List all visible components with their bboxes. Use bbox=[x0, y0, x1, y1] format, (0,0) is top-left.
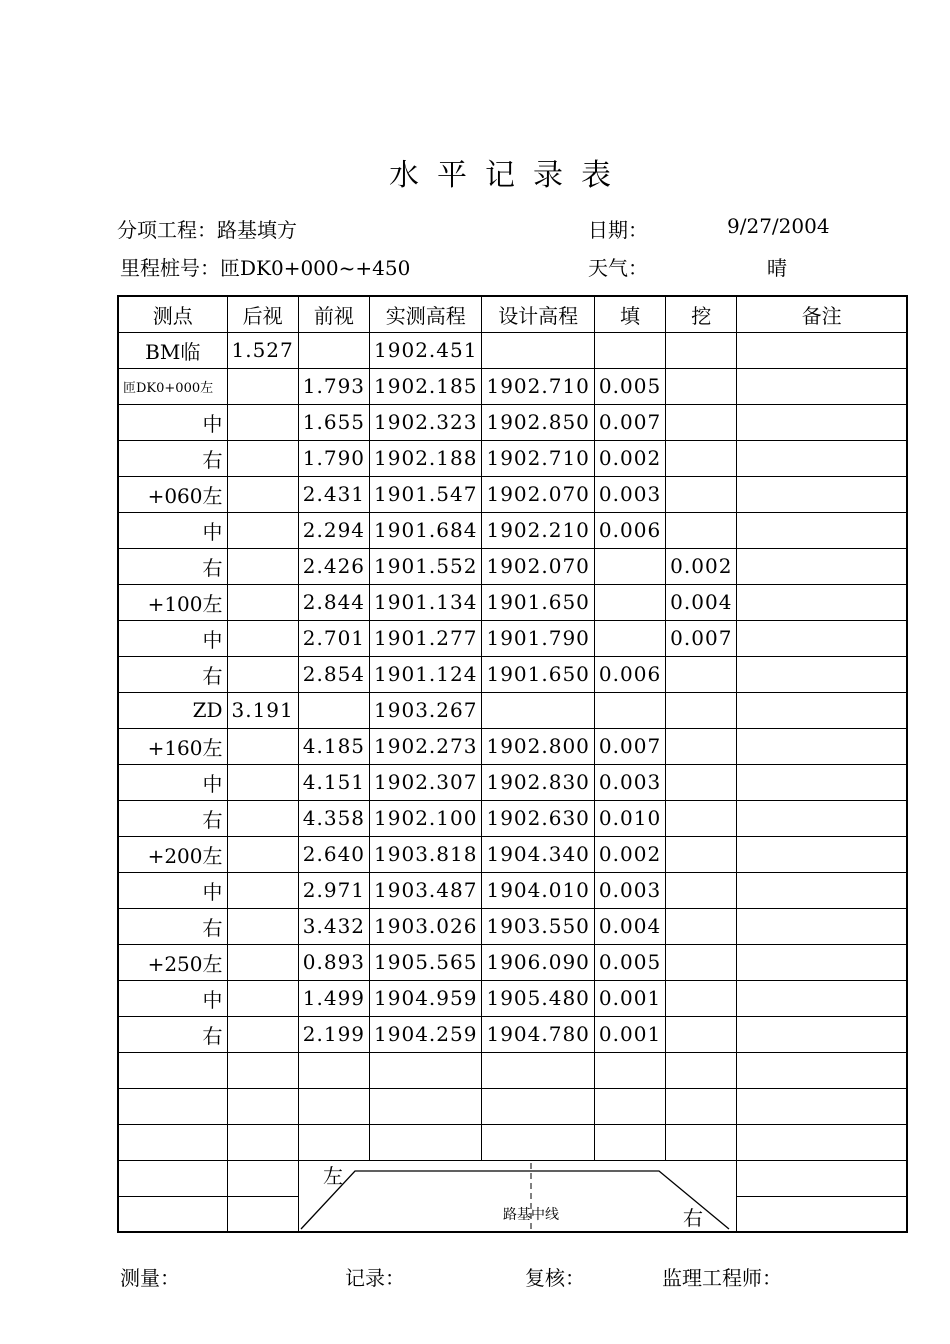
table-row bbox=[118, 836, 907, 872]
table-cell: 1903.818 bbox=[370, 836, 482, 872]
table-cell: BM临 bbox=[118, 332, 227, 368]
table-cell bbox=[227, 476, 298, 512]
table-cell bbox=[666, 692, 737, 728]
table-cell: 0.001 bbox=[594, 980, 665, 1016]
table-cell bbox=[737, 872, 907, 908]
table-cell bbox=[737, 908, 907, 944]
table-cell bbox=[482, 1052, 594, 1088]
table-row bbox=[118, 512, 907, 548]
table-cell: 中 bbox=[118, 872, 227, 908]
table-cell bbox=[666, 1052, 737, 1088]
left-label: 左 bbox=[322, 1163, 343, 1188]
table-cell bbox=[227, 728, 298, 764]
table-cell: 1902.710 bbox=[482, 368, 594, 404]
table-cell: 0.006 bbox=[594, 656, 665, 692]
table-cell bbox=[482, 1124, 594, 1160]
table-cell: ZD bbox=[118, 692, 227, 728]
table-cell: 1901.277 bbox=[370, 620, 482, 656]
table-cell bbox=[666, 764, 737, 800]
table-cell bbox=[666, 476, 737, 512]
subgrade-diagram bbox=[298, 1160, 737, 1232]
table-cell bbox=[482, 1088, 594, 1124]
table-cell bbox=[298, 692, 369, 728]
page-title: 水平记录表 bbox=[389, 158, 629, 193]
table-cell bbox=[737, 1124, 907, 1160]
table-cell: 中 bbox=[118, 620, 227, 656]
weather-label: 天气： bbox=[588, 256, 648, 280]
right-label: 右 bbox=[682, 1205, 703, 1230]
table-cell: 0.007 bbox=[666, 620, 737, 656]
table-cell bbox=[666, 512, 737, 548]
date-label: 日期： bbox=[588, 218, 648, 242]
table-cell bbox=[666, 332, 737, 368]
table-row bbox=[118, 548, 907, 584]
column-header: 测点 bbox=[118, 296, 227, 332]
table-cell bbox=[227, 944, 298, 980]
table-cell bbox=[370, 1124, 482, 1160]
table-cell: 1902.210 bbox=[482, 512, 594, 548]
table-cell: 2.854 bbox=[298, 656, 369, 692]
table-cell: 1.527 bbox=[227, 332, 298, 368]
table-cell bbox=[227, 836, 298, 872]
table-cell bbox=[594, 1124, 665, 1160]
table-cell: 1901.124 bbox=[370, 656, 482, 692]
table-cell: 1901.650 bbox=[482, 584, 594, 620]
table-cell: 0.006 bbox=[594, 512, 665, 548]
table-row bbox=[118, 692, 907, 728]
table-cell: 2.294 bbox=[298, 512, 369, 548]
table-cell bbox=[227, 872, 298, 908]
station-value: 匝DK0+000~+450 bbox=[220, 256, 411, 280]
table-cell: 1.655 bbox=[298, 404, 369, 440]
table-cell: 0.004 bbox=[666, 584, 737, 620]
table-cell bbox=[666, 800, 737, 836]
table-cell bbox=[594, 332, 665, 368]
table-cell bbox=[227, 1088, 298, 1124]
table-cell: 0.003 bbox=[594, 764, 665, 800]
table-cell bbox=[227, 404, 298, 440]
column-header: 挖 bbox=[666, 296, 737, 332]
table-cell bbox=[737, 332, 907, 368]
table-row bbox=[118, 404, 907, 440]
table-cell: 0.010 bbox=[594, 800, 665, 836]
column-header: 实测高程 bbox=[370, 296, 482, 332]
column-header: 备注 bbox=[737, 296, 907, 332]
table-cell bbox=[737, 1160, 907, 1196]
table-cell bbox=[737, 980, 907, 1016]
table-cell bbox=[227, 1124, 298, 1160]
table-cell bbox=[666, 872, 737, 908]
table-cell bbox=[737, 764, 907, 800]
table-cell bbox=[370, 1088, 482, 1124]
table-cell: 1905.565 bbox=[370, 944, 482, 980]
table-cell: 中 bbox=[118, 512, 227, 548]
table-cell: 1901.547 bbox=[370, 476, 482, 512]
table-cell: 1.499 bbox=[298, 980, 369, 1016]
table-row bbox=[118, 1124, 907, 1160]
table-cell bbox=[666, 440, 737, 476]
table-cell: 2.431 bbox=[298, 476, 369, 512]
table-cell bbox=[227, 620, 298, 656]
table-row bbox=[118, 332, 907, 368]
table-cell bbox=[370, 1052, 482, 1088]
table-cell bbox=[737, 1196, 907, 1232]
table-row bbox=[118, 800, 907, 836]
table-cell: +060左 bbox=[118, 476, 227, 512]
table-cell bbox=[227, 1016, 298, 1052]
table-cell: 2.971 bbox=[298, 872, 369, 908]
table-cell bbox=[594, 692, 665, 728]
supervisor-label: 监理工程师： bbox=[662, 1266, 782, 1290]
column-header: 前视 bbox=[298, 296, 369, 332]
table-cell bbox=[227, 368, 298, 404]
table-cell: 1902.323 bbox=[370, 404, 482, 440]
table-row bbox=[118, 908, 907, 944]
table-cell bbox=[227, 512, 298, 548]
table-cell: 0.002 bbox=[594, 440, 665, 476]
table-cell: 1902.100 bbox=[370, 800, 482, 836]
table-cell bbox=[737, 1052, 907, 1088]
table-cell: 3.432 bbox=[298, 908, 369, 944]
table-cell: 中 bbox=[118, 404, 227, 440]
table-row bbox=[118, 584, 907, 620]
table-cell bbox=[594, 1052, 665, 1088]
table-row bbox=[118, 620, 907, 656]
table-cell: 1903.487 bbox=[370, 872, 482, 908]
table-cell bbox=[227, 980, 298, 1016]
table-cell bbox=[298, 1088, 369, 1124]
column-header: 后视 bbox=[227, 296, 298, 332]
table-cell bbox=[118, 1124, 227, 1160]
table-cell: 3.191 bbox=[227, 692, 298, 728]
table-row bbox=[118, 1052, 907, 1088]
table-cell: 2.640 bbox=[298, 836, 369, 872]
diagram-row bbox=[118, 1160, 907, 1196]
table-cell bbox=[118, 1088, 227, 1124]
table-cell: 2.199 bbox=[298, 1016, 369, 1052]
centerline-label: 路基中线 bbox=[502, 1206, 559, 1223]
table-cell bbox=[737, 512, 907, 548]
table-cell: 1906.090 bbox=[482, 944, 594, 980]
table-cell bbox=[737, 548, 907, 584]
table-cell bbox=[227, 656, 298, 692]
table-cell: 4.151 bbox=[298, 764, 369, 800]
table-cell bbox=[666, 980, 737, 1016]
table-cell bbox=[666, 1088, 737, 1124]
table-cell: 1902.273 bbox=[370, 728, 482, 764]
table-cell bbox=[227, 764, 298, 800]
table-cell: 0.007 bbox=[594, 728, 665, 764]
table-row bbox=[118, 440, 907, 476]
table-cell bbox=[227, 548, 298, 584]
table-cell: 1902.850 bbox=[482, 404, 594, 440]
table-cell: 0.004 bbox=[594, 908, 665, 944]
table-cell: 1901.134 bbox=[370, 584, 482, 620]
table-row bbox=[118, 944, 907, 980]
table-cell bbox=[298, 1052, 369, 1088]
table-cell bbox=[118, 1052, 227, 1088]
table-cell: 1904.959 bbox=[370, 980, 482, 1016]
table-cell bbox=[666, 404, 737, 440]
table-cell: 1902.451 bbox=[370, 332, 482, 368]
table-cell bbox=[227, 1196, 298, 1232]
station-label: 里程桩号： bbox=[120, 256, 220, 280]
table-cell: 1902.630 bbox=[482, 800, 594, 836]
table-cell: 0.893 bbox=[298, 944, 369, 980]
table-row bbox=[118, 1016, 907, 1052]
table-cell: 中 bbox=[118, 764, 227, 800]
table-cell bbox=[737, 584, 907, 620]
table-cell: 右 bbox=[118, 656, 227, 692]
table-cell: 1901.790 bbox=[482, 620, 594, 656]
table-cell: 1902.830 bbox=[482, 764, 594, 800]
table-cell bbox=[737, 656, 907, 692]
table-cell: 1.793 bbox=[298, 368, 369, 404]
table-cell: 右 bbox=[118, 548, 227, 584]
table-cell: 1904.010 bbox=[482, 872, 594, 908]
table-cell bbox=[594, 1088, 665, 1124]
subgrade-profile bbox=[299, 1161, 731, 1233]
table-cell: 0.001 bbox=[594, 1016, 665, 1052]
table-cell bbox=[737, 440, 907, 476]
table-cell bbox=[594, 584, 665, 620]
table-row bbox=[118, 764, 907, 800]
table-cell: 0.002 bbox=[666, 548, 737, 584]
table-cell: 1.790 bbox=[298, 440, 369, 476]
table-cell bbox=[737, 1088, 907, 1124]
table-row bbox=[118, 872, 907, 908]
table-cell: 1902.800 bbox=[482, 728, 594, 764]
table-row bbox=[118, 656, 907, 692]
table-cell bbox=[594, 620, 665, 656]
weather-value: 晴 bbox=[767, 256, 787, 280]
column-header: 设计高程 bbox=[482, 296, 594, 332]
table-cell: +200左 bbox=[118, 836, 227, 872]
table-cell: 0.003 bbox=[594, 476, 665, 512]
table-cell: 1902.185 bbox=[370, 368, 482, 404]
table-cell bbox=[737, 692, 907, 728]
table-cell: 1905.480 bbox=[482, 980, 594, 1016]
date-value: 9/27/2004 bbox=[727, 214, 830, 238]
table-cell bbox=[118, 1196, 227, 1232]
table-cell bbox=[227, 800, 298, 836]
table-cell: 1903.550 bbox=[482, 908, 594, 944]
project-value: 路基填方 bbox=[217, 218, 297, 242]
table-cell: 匝DK0+000左 bbox=[118, 368, 227, 404]
table-cell: 1901.552 bbox=[370, 548, 482, 584]
table-cell bbox=[737, 1016, 907, 1052]
table-cell bbox=[666, 944, 737, 980]
table-row bbox=[118, 728, 907, 764]
table-cell: 1902.070 bbox=[482, 548, 594, 584]
table-cell: 右 bbox=[118, 800, 227, 836]
table-cell bbox=[227, 908, 298, 944]
column-header: 填 bbox=[594, 296, 665, 332]
table-cell: 1902.070 bbox=[482, 476, 594, 512]
table-cell: 0.007 bbox=[594, 404, 665, 440]
table-cell bbox=[737, 944, 907, 980]
table-cell bbox=[666, 836, 737, 872]
table-cell bbox=[298, 1124, 369, 1160]
table-cell: 2.844 bbox=[298, 584, 369, 620]
table-cell bbox=[737, 404, 907, 440]
table-cell: 1904.259 bbox=[370, 1016, 482, 1052]
table-cell: 1903.267 bbox=[370, 692, 482, 728]
table-cell bbox=[482, 332, 594, 368]
table-cell bbox=[737, 836, 907, 872]
table-cell: +250左 bbox=[118, 944, 227, 980]
table-cell: +160左 bbox=[118, 728, 227, 764]
table-cell bbox=[666, 908, 737, 944]
table-cell bbox=[482, 692, 594, 728]
table-cell bbox=[737, 728, 907, 764]
table-cell: 0.005 bbox=[594, 368, 665, 404]
review-label: 复核： bbox=[525, 1266, 585, 1290]
table-cell bbox=[227, 440, 298, 476]
table-cell: 4.185 bbox=[298, 728, 369, 764]
table-cell bbox=[737, 476, 907, 512]
table-cell: 0.003 bbox=[594, 872, 665, 908]
table-cell: 右 bbox=[118, 1016, 227, 1052]
table-row bbox=[118, 980, 907, 1016]
table-row bbox=[118, 368, 907, 404]
table-cell bbox=[227, 1052, 298, 1088]
table-cell bbox=[666, 728, 737, 764]
table-cell bbox=[227, 1160, 298, 1196]
table-cell: 2.426 bbox=[298, 548, 369, 584]
project-label: 分项工程： bbox=[117, 218, 217, 242]
level-record-table bbox=[117, 295, 908, 1233]
table-cell bbox=[666, 368, 737, 404]
table-cell bbox=[737, 368, 907, 404]
table-cell: 2.701 bbox=[298, 620, 369, 656]
table-cell: 1903.026 bbox=[370, 908, 482, 944]
table-cell: 1902.188 bbox=[370, 440, 482, 476]
table-cell: 0.005 bbox=[594, 944, 665, 980]
table-cell: 1904.340 bbox=[482, 836, 594, 872]
table-cell bbox=[666, 1016, 737, 1052]
table-cell bbox=[298, 332, 369, 368]
table-cell: 1902.710 bbox=[482, 440, 594, 476]
table-cell bbox=[118, 1160, 227, 1196]
table-row bbox=[118, 1088, 907, 1124]
table-cell: 0.002 bbox=[594, 836, 665, 872]
table-cell: 右 bbox=[118, 908, 227, 944]
table-row bbox=[118, 476, 907, 512]
table-cell bbox=[737, 800, 907, 836]
table-cell: +100左 bbox=[118, 584, 227, 620]
table-cell bbox=[737, 620, 907, 656]
record-label: 记录： bbox=[345, 1266, 405, 1290]
table-cell: 中 bbox=[118, 980, 227, 1016]
table-cell bbox=[666, 1124, 737, 1160]
table-cell: 1902.307 bbox=[370, 764, 482, 800]
table-cell bbox=[594, 548, 665, 584]
table-cell bbox=[227, 584, 298, 620]
table-cell: 1904.780 bbox=[482, 1016, 594, 1052]
table-cell: 1901.650 bbox=[482, 656, 594, 692]
table-cell: 4.358 bbox=[298, 800, 369, 836]
header-row bbox=[118, 296, 907, 332]
table-cell bbox=[666, 656, 737, 692]
survey-label: 测量： bbox=[120, 1266, 180, 1290]
table-cell: 1901.684 bbox=[370, 512, 482, 548]
table-cell: 右 bbox=[118, 440, 227, 476]
